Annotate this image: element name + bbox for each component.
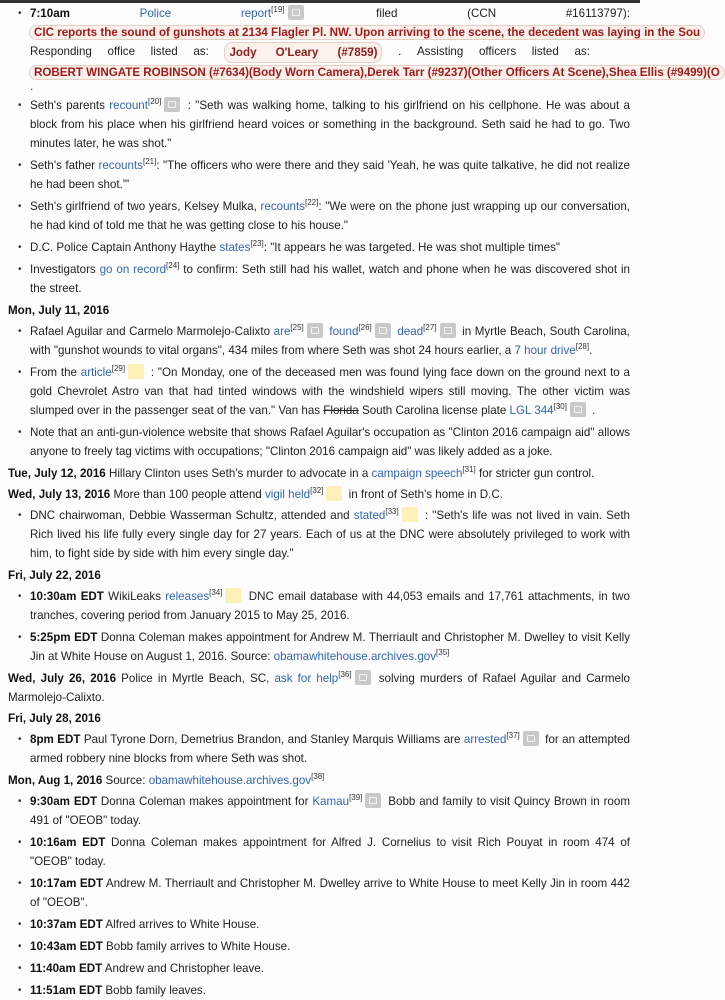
ref-25[interactable]: [25] bbox=[290, 323, 304, 333]
quote-item bbox=[30, 197, 630, 235]
officer-last-name: O'Leary bbox=[275, 46, 319, 59]
time-label: 10:16am EDT bbox=[30, 836, 106, 849]
releases-link[interactable]: releases bbox=[165, 590, 210, 603]
article-link[interactable]: article bbox=[80, 366, 112, 379]
text: South Carolina license plate bbox=[358, 404, 510, 417]
text: Bobb family leaves. bbox=[102, 984, 206, 997]
responding-line bbox=[30, 42, 630, 63]
entry-710-list bbox=[8, 4, 720, 82]
word: office bbox=[107, 45, 136, 58]
camera-icon[interactable] bbox=[440, 323, 456, 338]
list-item bbox=[30, 833, 630, 871]
period: . bbox=[398, 45, 402, 58]
ref-20[interactable]: [20] bbox=[147, 97, 162, 107]
entry-time: • 7:10am bbox=[30, 7, 70, 20]
quote-item bbox=[30, 96, 630, 153]
text: From the bbox=[30, 366, 81, 379]
list-item bbox=[30, 628, 630, 666]
word: listed bbox=[150, 45, 178, 58]
camera-icon[interactable] bbox=[307, 323, 323, 338]
text: . bbox=[589, 344, 593, 357]
date-label: Fri, July 22, 2016 bbox=[8, 569, 101, 582]
text: Police in Myrtle Beach, SC, bbox=[116, 672, 275, 685]
police-link[interactable]: Police bbox=[139, 7, 172, 20]
whitehouse-archives-link[interactable]: obamawhitehouse.archives.gov bbox=[148, 774, 312, 787]
day-heading bbox=[8, 464, 630, 483]
camera-icon[interactable] bbox=[523, 731, 539, 746]
entry-710-line1 bbox=[30, 4, 630, 23]
states-link[interactable]: states bbox=[219, 241, 251, 254]
aug1-list bbox=[8, 792, 630, 1000]
list-item bbox=[30, 322, 630, 360]
ref-31[interactable]: [31] bbox=[462, 465, 476, 475]
text: for an attempted armed robbery nine blocks from where Seth was shot. bbox=[30, 733, 631, 765]
text: Donna Coleman makes appointment for Andrew M. Therriault and Christopher M. Dwelley to visit Kelly Jin at White House on August 1, 2016. Source: bbox=[30, 631, 630, 663]
text: : "On Monday, one of the deceased men was found lying face down on the ground next to a gold Chevrolet Astro van that had tinted windows with the windshield wipers still moving. The other victim was slumped over in the passenger seat of the van." Van has bbox=[30, 366, 630, 417]
license-plate-link[interactable]: LGL 344 bbox=[509, 404, 554, 417]
day-heading bbox=[8, 301, 630, 320]
camera-icon[interactable] bbox=[288, 5, 304, 20]
ref-24[interactable]: [24] bbox=[166, 261, 180, 271]
ref-33[interactable]: [33] bbox=[385, 507, 399, 517]
jul13-list bbox=[8, 506, 630, 563]
word: listed bbox=[531, 45, 559, 58]
text: Hillary Clinton uses Seth's murder to advocate in a bbox=[105, 467, 372, 480]
time-label: 11:40am EDT bbox=[30, 962, 103, 975]
arrested-link[interactable]: arrested bbox=[463, 733, 507, 746]
text: : "Seth was walking home, talking to his girlfriend on his cellphone. He was about a block from his place when his girlfriend heard voices or something in the background. Seth said he had to go. Two minutes later, he was shot." bbox=[30, 99, 630, 150]
vigil-held-link[interactable]: vigil held bbox=[264, 488, 311, 501]
campaign-speech-link[interactable]: campaign speech bbox=[371, 467, 463, 480]
ref-36[interactable]: [36] bbox=[338, 670, 352, 680]
go-on-record-link[interactable]: go on record bbox=[99, 263, 167, 276]
date-label: Wed, July 13, 2016 bbox=[8, 488, 111, 501]
text: Andrew and Christopher leave. bbox=[102, 962, 264, 975]
list-item bbox=[30, 506, 630, 563]
hour-drive-link[interactable]: 7 hour drive bbox=[514, 344, 576, 357]
text: . bbox=[588, 404, 596, 417]
word: Assisting bbox=[416, 45, 464, 58]
ref-37[interactable]: [37] bbox=[506, 731, 520, 741]
word: as: bbox=[574, 45, 590, 58]
report-link[interactable]: report bbox=[240, 7, 272, 20]
text: Seth's father bbox=[30, 159, 99, 172]
camera-icon[interactable] bbox=[365, 793, 381, 808]
ref-35[interactable]: [35] bbox=[436, 648, 450, 658]
camera-icon[interactable] bbox=[355, 670, 371, 685]
note-icon[interactable] bbox=[402, 507, 418, 522]
list-item bbox=[30, 937, 630, 956]
time-label: 8pm EDT bbox=[30, 733, 81, 746]
stray-dot: . bbox=[30, 80, 34, 93]
list-item bbox=[30, 730, 630, 768]
jul28-list bbox=[8, 730, 630, 768]
list-item bbox=[30, 981, 630, 1000]
report-quote-highlight: CIC reports the sound of gunshots at 2134 Flagler Pl. NW. Upon arriving to the scene, the decedent was laying in the Sou bbox=[29, 25, 705, 40]
assisting-officers-line bbox=[29, 63, 720, 82]
timeline-document bbox=[0, 3, 720, 1000]
time-label: 10:17am EDT bbox=[30, 877, 104, 890]
text: : "It appears he was targeted. He was shot multiple times" bbox=[263, 241, 561, 254]
text: Donna Coleman makes appointment for bbox=[97, 795, 313, 808]
date-label: Fri, July 28, 2016 bbox=[8, 712, 101, 725]
day-heading bbox=[8, 709, 630, 728]
camera-icon[interactable] bbox=[375, 323, 391, 338]
day-heading bbox=[8, 669, 630, 707]
dead-link[interactable]: dead bbox=[397, 325, 424, 338]
text: Investigators bbox=[30, 263, 100, 276]
note-icon[interactable] bbox=[225, 588, 241, 603]
text: Source: bbox=[102, 774, 149, 787]
ask-for-help-link[interactable]: ask for help bbox=[274, 672, 339, 685]
struck-text: Florida bbox=[323, 404, 359, 417]
day-heading bbox=[8, 771, 630, 790]
whitehouse-archives-link[interactable]: obamawhitehouse.archives.gov bbox=[273, 650, 437, 663]
quote-item bbox=[30, 260, 630, 298]
date-label: Mon, July 11, 2016 bbox=[8, 304, 110, 317]
time-label: 5:25pm EDT bbox=[30, 631, 98, 644]
ref-27[interactable]: [27] bbox=[423, 323, 437, 333]
ref-38[interactable]: [38] bbox=[311, 772, 325, 782]
time-label: 10:37am EDT bbox=[30, 918, 103, 931]
text: More than 100 people attend bbox=[110, 488, 265, 501]
ref-21[interactable]: [21] bbox=[142, 157, 157, 167]
word: as: bbox=[193, 45, 209, 58]
list-item bbox=[30, 959, 630, 978]
note-icon[interactable] bbox=[128, 364, 144, 379]
word: Responding bbox=[30, 45, 92, 58]
ref-39[interactable]: [39] bbox=[349, 793, 363, 803]
note-icon[interactable] bbox=[326, 486, 342, 501]
text: DNC chairwoman, Debbie Wasserman Schultz, attended and bbox=[30, 509, 354, 522]
text: Bobb family arrives to White House. bbox=[102, 940, 291, 953]
date-label: Mon, Aug 1, 2016 bbox=[8, 774, 103, 787]
time-label: 11:51am EDT bbox=[30, 984, 103, 997]
report-link-wrap bbox=[241, 4, 307, 23]
ref-28[interactable]: [28] bbox=[575, 342, 590, 352]
text: Paul Tyrone Dorn, Demetrius Brandon, and Stanley Marquis Williams are bbox=[80, 733, 464, 746]
jul22-list bbox=[8, 587, 630, 666]
ref-22[interactable]: [22] bbox=[304, 198, 319, 208]
list-item bbox=[30, 915, 630, 934]
word-ccn: (CCN bbox=[467, 7, 497, 20]
time-label: 10:43am EDT bbox=[30, 940, 103, 953]
stated-link[interactable]: stated bbox=[353, 509, 386, 522]
ref-34[interactable]: [34] bbox=[209, 588, 223, 598]
text: in front of Seth's home in D.C. bbox=[345, 488, 503, 501]
text: Bobb and family to visit Quincy Brown in room 491 of "OEOB" today. bbox=[30, 795, 630, 827]
quote-item bbox=[30, 156, 630, 194]
ref-19[interactable]: [19] bbox=[271, 5, 285, 15]
text: Note that an anti-gun-violence website that shows Rafael Aguilar's occupation as "Clinton 2016 campaign aid" allows anyone to freely tag victims with occupations; "Clinton 2016 campaign aid" was likely added as a joke. bbox=[30, 426, 630, 458]
report-quote-line bbox=[29, 23, 701, 42]
officer-first-name: Jody bbox=[229, 46, 257, 59]
entry-710 bbox=[30, 4, 720, 82]
ref-23[interactable]: [23] bbox=[250, 239, 264, 249]
list-item bbox=[30, 874, 630, 912]
time-label: 9:30am EDT bbox=[30, 795, 98, 808]
camera-icon[interactable] bbox=[570, 402, 586, 417]
list-item bbox=[30, 363, 630, 420]
ref-29[interactable]: [29] bbox=[111, 364, 126, 374]
day-heading bbox=[8, 566, 630, 585]
quote-item bbox=[30, 238, 630, 257]
word-filed: filed bbox=[376, 7, 398, 20]
text: DNC email database with 44,053 emails and 17,761 attachments, in two tranches, covering period from January 2015 to May 25, 2016. bbox=[30, 590, 630, 622]
time-label: 10:30am EDT bbox=[30, 590, 104, 603]
jul11-list bbox=[8, 322, 630, 461]
text: solving murders of Rafael Aguilar and Carmelo Marmolejo-Calixto. bbox=[8, 672, 630, 704]
day-heading bbox=[8, 485, 630, 504]
text: D.C. Police Captain Anthony Haythe bbox=[30, 241, 220, 254]
recounts-link[interactable]: recounts bbox=[98, 159, 143, 172]
text: in Myrtle Beach, South Carolina, with "gunshot wounds to vital organs", 434 miles from where Seth was shot 24 hours earlier, a bbox=[30, 325, 630, 357]
officer-badge: (#7859) bbox=[337, 46, 378, 59]
kamau-link[interactable]: Kamau bbox=[312, 795, 350, 808]
ref-26[interactable]: [26] bbox=[358, 323, 372, 333]
text: Andrew M. Therriault and Christopher M. Dwelley arrive to White House to meet Kelly Jin in room 442 of "OEOB". bbox=[30, 877, 630, 909]
ref-32[interactable]: [32] bbox=[310, 486, 324, 496]
list-item bbox=[30, 792, 630, 830]
text: Seth's parents bbox=[30, 99, 110, 112]
text: : "The officers who were there and they said 'Yeah, he was quite talkative, he did not realize he had been shot.'" bbox=[30, 159, 630, 191]
quotes-list bbox=[8, 96, 630, 298]
list-item bbox=[30, 423, 630, 461]
found-link[interactable]: found bbox=[329, 325, 359, 338]
recounts-link[interactable]: recounts bbox=[260, 200, 305, 213]
text: Alfred arrives to White House. bbox=[102, 918, 260, 931]
date-label: Tue, July 12, 2016 bbox=[8, 467, 106, 480]
camera-icon[interactable] bbox=[164, 97, 180, 112]
date-label: Wed, July 26, 2016 bbox=[8, 672, 117, 685]
text: Rafael Aguilar and Carmelo Marmolejo-Calixto bbox=[30, 325, 274, 338]
ccn-number: #16113797): bbox=[565, 7, 630, 20]
recount-link[interactable]: recount bbox=[109, 99, 148, 112]
text: WikiLeaks bbox=[103, 590, 166, 603]
text: for stricter gun control. bbox=[475, 467, 595, 480]
ref-30[interactable]: [30] bbox=[553, 402, 567, 412]
assisting-officers-highlight: ROBERT WINGATE ROBINSON (#7634)(Body Worn Camera),Derek Tarr (#9237)(Other Officers At Scene),Shea Ellis (#9499)(O bbox=[29, 65, 725, 80]
text: to confirm: Seth still had his wallet, watch and phone when he was discovered shot in the street. bbox=[30, 263, 630, 295]
text: : "Seth's life was not lived in vain. Seth Rich lived his life fully every single day for 27 years. Each of us at the DNC were absolutely privileged to work with him, to fight side by side with him every single day." bbox=[30, 509, 631, 560]
text: Donna Coleman makes appointment for Alfred J. Cornelius to visit Rich Pouyat in room 474 of "OEOB" today. bbox=[30, 836, 630, 868]
are-link[interactable]: are bbox=[273, 325, 291, 338]
responding-officer-highlight bbox=[224, 42, 382, 63]
text: Seth's girlfriend of two years, Kelsey Mulka, bbox=[30, 200, 261, 213]
text: : "We were on the phone just wrapping up our conversation, he had kind of told me that he was getting close to his house." bbox=[30, 200, 630, 232]
list-item bbox=[30, 587, 630, 625]
word: officers bbox=[478, 45, 517, 58]
